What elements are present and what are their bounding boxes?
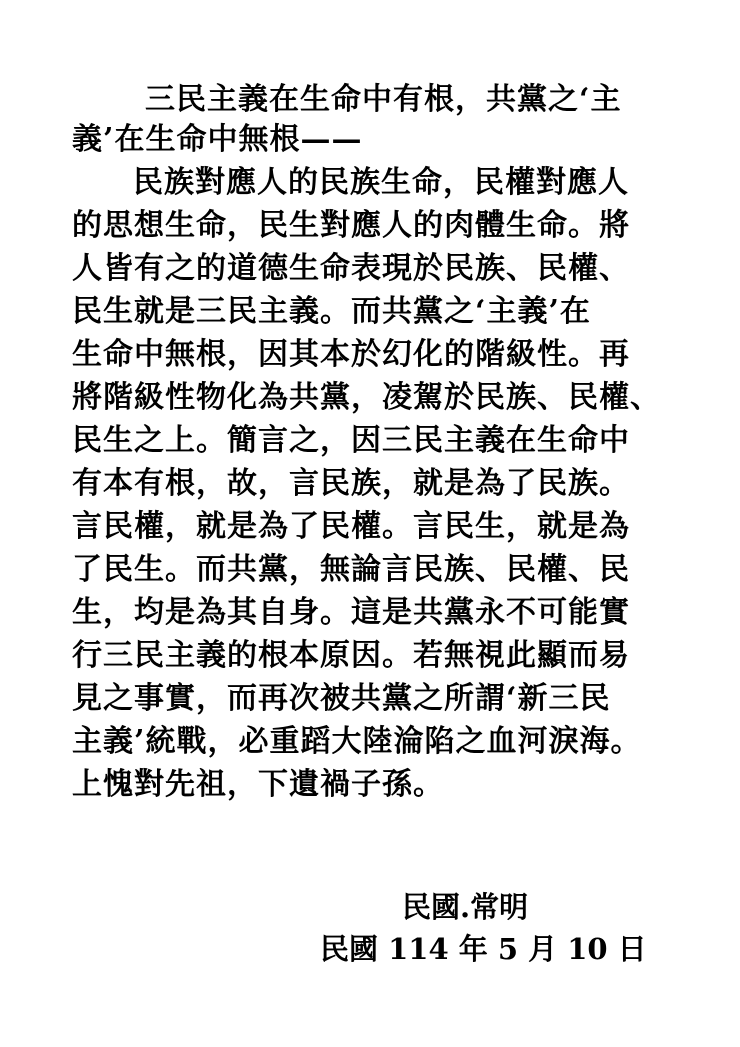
- body-line-4: 民生就是三民主義。而共黨之‘主義’在: [72, 294, 591, 329]
- body-line-7: 民生之上。簡言之，因三民主義在生命中: [72, 423, 630, 458]
- body-line-9: 言民權，就是為了民權。言民生，就是為: [72, 509, 630, 544]
- body-line-11: 生，均是為其自身。這是共黨永不可能實: [72, 595, 630, 630]
- body-line-8: 有本有根，故，言民族，就是為了民族。: [72, 466, 630, 501]
- body-line-5: 生命中無根，因其本於幻化的階級性。再: [72, 337, 630, 372]
- body-line-13: 見之事實，而再次被共黨之所謂‘新三民: [72, 681, 611, 716]
- heading-line-1: 三民主義在生命中有根，共黨之‘主: [145, 82, 622, 117]
- body-line-6: 將階級性物化為共黨，凌駕於民族、民權、: [72, 380, 661, 415]
- body-line-14: 主義’統戰，必重蹈大陸淪陷之血河淚海。: [72, 724, 642, 759]
- signature-author: 民國.常明: [402, 890, 529, 924]
- body-line-10: 了民生。而共黨，無論言民族、民權、民: [72, 552, 630, 587]
- body-line-3: 人皆有之的道德生命表現於民族、民權、: [72, 251, 630, 286]
- body-line-12: 行三民主義的根本原因。若無視此顯而易: [72, 638, 630, 673]
- signature-date: 民國 114 年 5 月 10 日: [320, 932, 647, 966]
- heading-line-2: 義’在生命中無根——: [72, 122, 363, 157]
- body-line-15: 上愧對先祖，下遺禍子孫。: [72, 767, 444, 802]
- body-line-2: 的思想生命，民生對應人的肉體生命。將: [72, 208, 630, 243]
- body-line-1: 民族對應人的民族生命，民權對應人: [133, 165, 629, 200]
